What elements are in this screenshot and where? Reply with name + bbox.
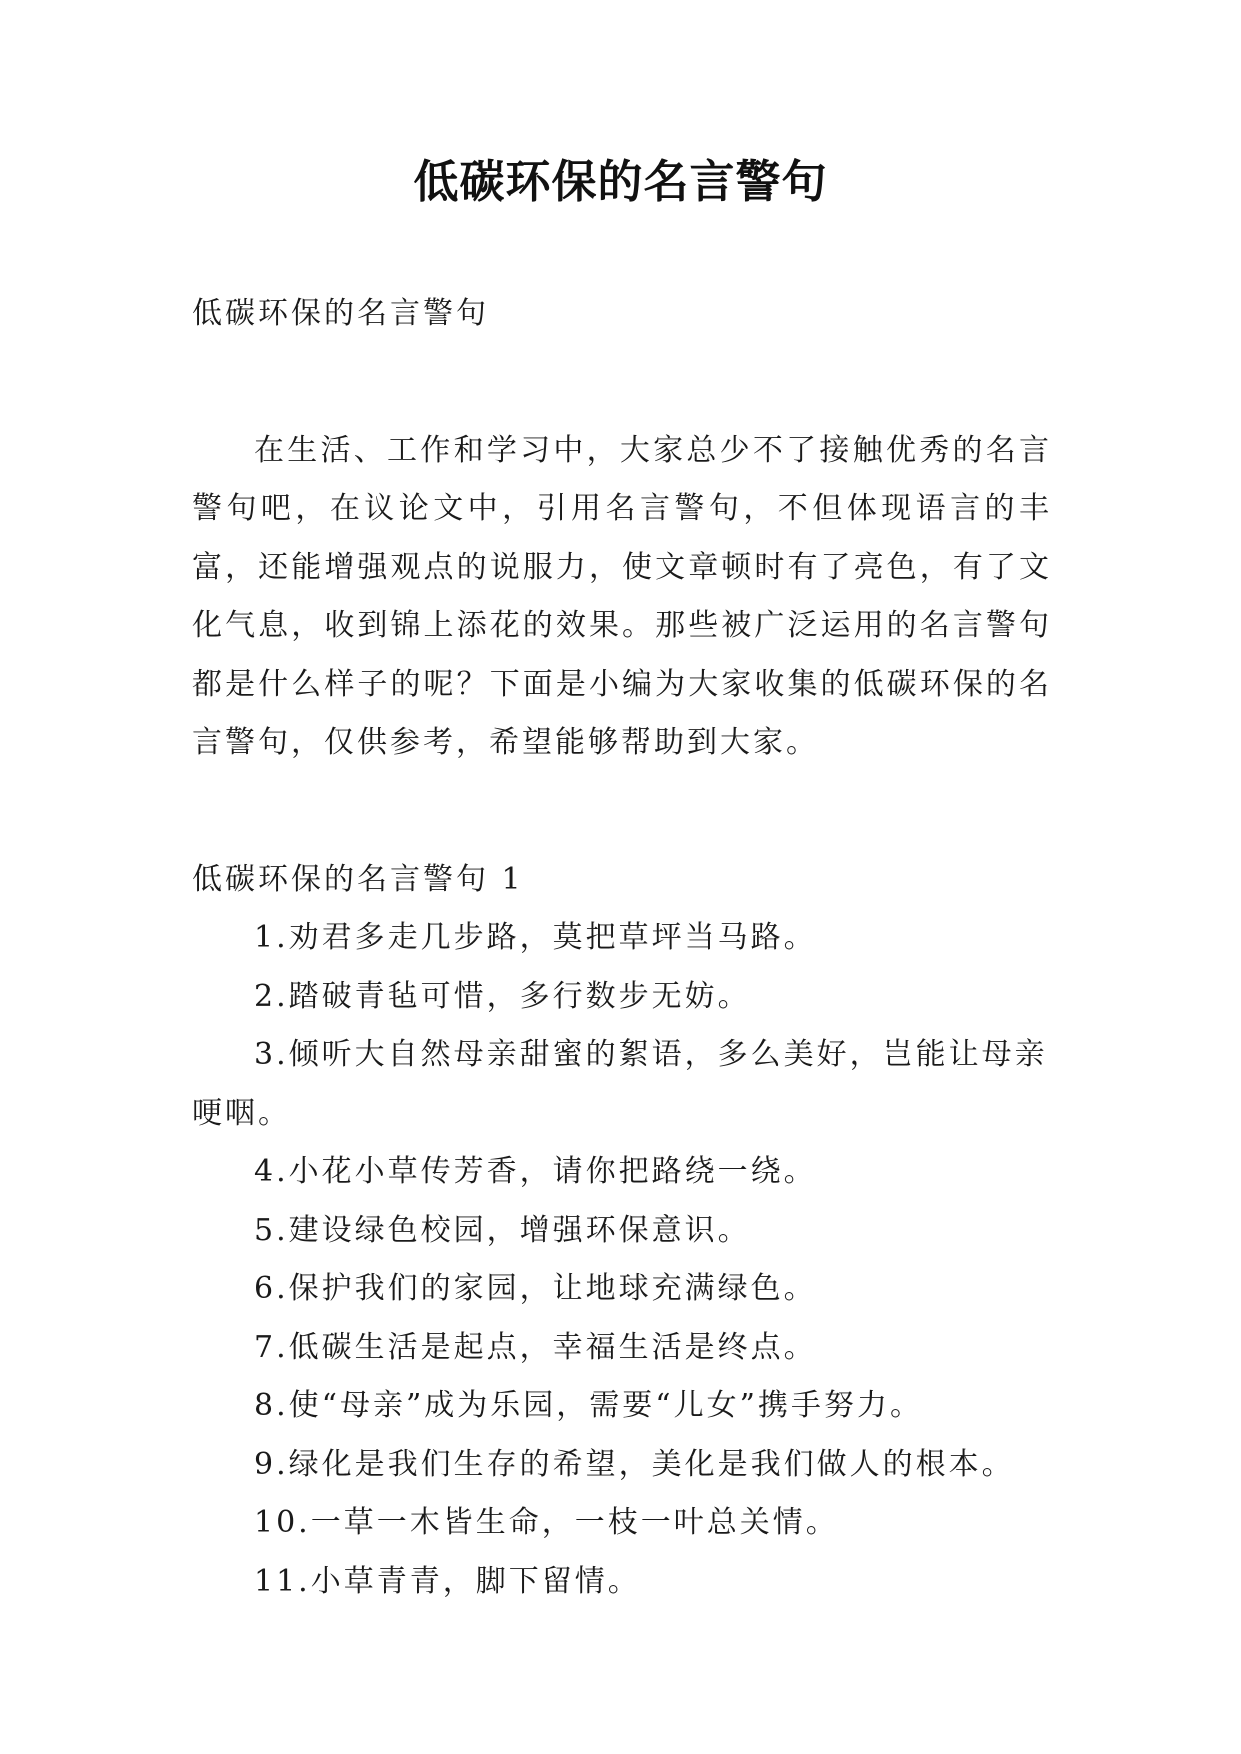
quote-list	[192, 909, 1052, 1611]
quote-item: 10.一草一木皆生命，一枝一叶总关情。	[254, 1505, 839, 1540]
quote-item: 7.低碳生活是起点，幸福生活是终点。	[254, 1329, 817, 1365]
quote-item: 5.建设绿色校园，增强环保意识。	[254, 1212, 751, 1248]
quote-item: 9.绿化是我们生存的希望，美化是我们做人的根本。	[254, 1446, 1015, 1482]
document-subtitle: 低碳环保的名言警句	[192, 296, 489, 331]
quote-item: 6.保护我们的家园，让地球充满绿色。	[254, 1271, 817, 1306]
document-body	[192, 285, 1052, 1611]
quote-item: 1.劝君多走几步路，莫把草坪当马路。	[254, 920, 817, 955]
quote-item: 4.小花小草传芳香，请你把路绕一绕。	[254, 1154, 817, 1189]
quote-item: 11.小草青青，脚下留情。	[254, 1563, 641, 1599]
quote-item: 8.使“母亲”成为乐园，需要“儿女”携手努力。	[254, 1388, 923, 1423]
document-title: 低碳环保的名言警句	[413, 155, 828, 208]
quote-item: 3.倾听大自然母亲甜蜜的絮语，多么美好，岂能让母亲哽咽。	[192, 1037, 1048, 1131]
intro-paragraph: 在生活、工作和学习中，大家总少不了接触优秀的名言警句吧，在议论文中，引用名言警句，不但体现语言的丰富，还能增强观点的说服力，使文章顿时有了亮色，有了文化气息，收到锦上添花的效果。那些被广泛运用的名言警句都是什么样子的呢？下面是小编为大家收集的低碳环保的名言警句，仅供参考，希望能够帮助到大家。	[192, 432, 1052, 760]
section-heading: 低碳环保的名言警句 1	[192, 861, 524, 897]
quote-item: 2.踏破青毡可惜，多行数步无妨。	[254, 978, 751, 1014]
